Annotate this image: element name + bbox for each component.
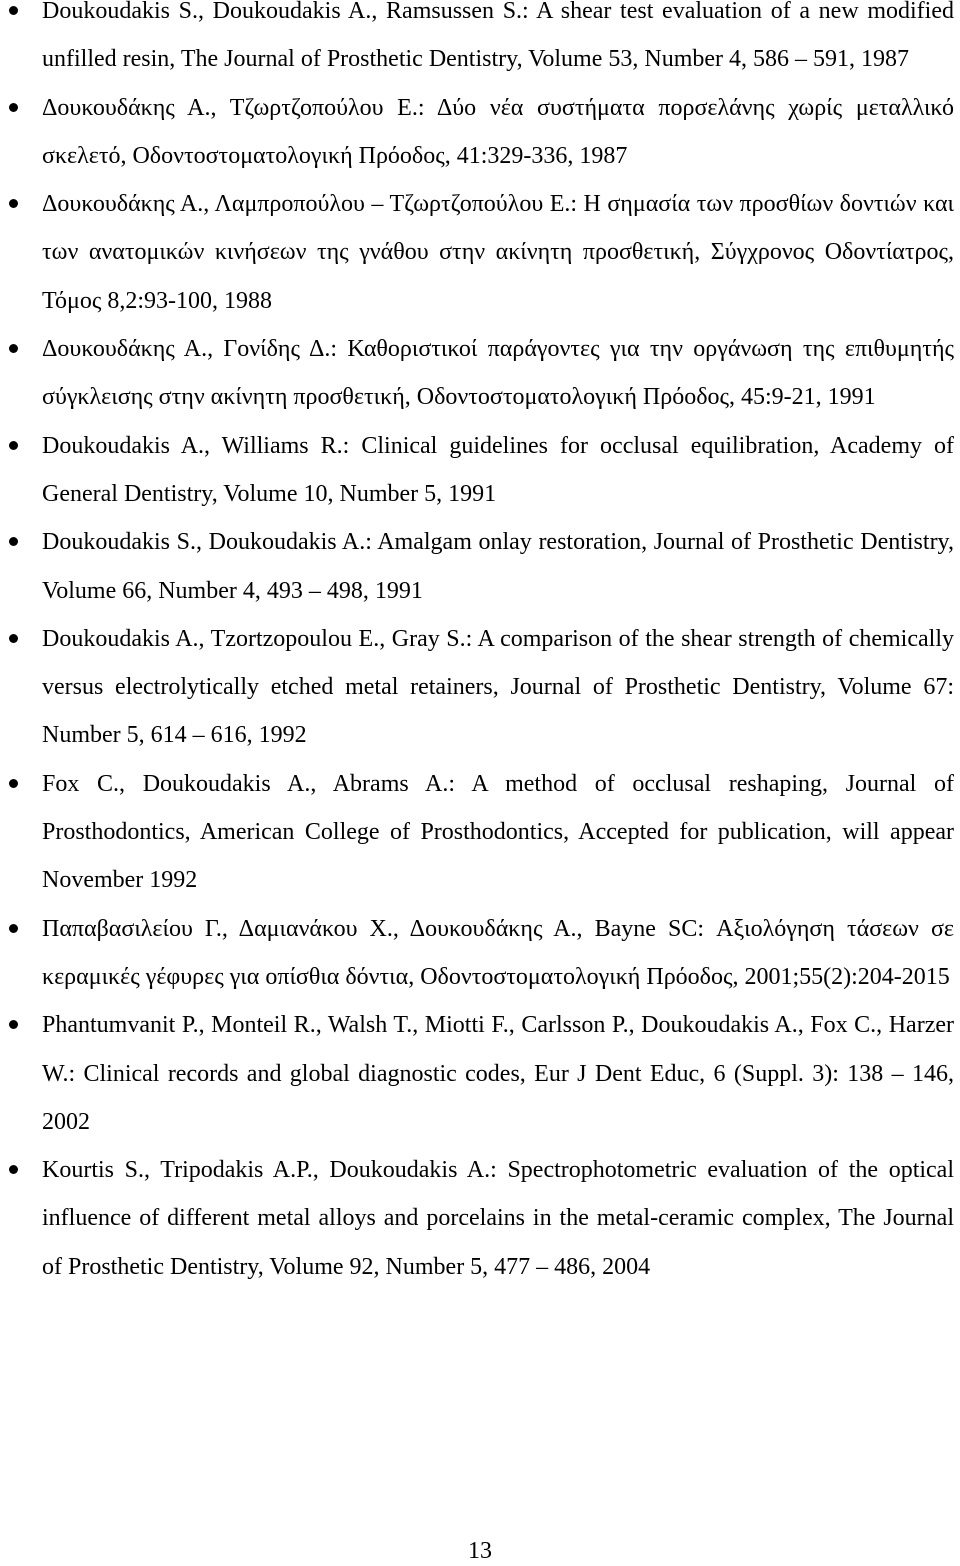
- reference-item: [42, 1001, 954, 1146]
- reference-item: [42, 325, 954, 422]
- reference-text: Kourtis S., Tripodakis A.P., Doukoudakis A.: Spectrophotometric evaluation of the optical influence of different metal alloys and porcelains in the metal-ceramic complex, The Journal of Prosthetic Dentistry, Volume 92, Number 5, 477 – 486, 2004: [42, 1157, 954, 1280]
- bullet-icon: [9, 924, 18, 933]
- bullet-icon: [9, 441, 18, 450]
- bullet-icon: [9, 537, 18, 546]
- reference-list: [42, 0, 954, 1291]
- reference-text: Doukoudakis A., Tzortzopoulou E., Gray S.: A comparison of the shear strength of chemically versus electrolytically etched metal retainers, Journal of Prosthetic Dentistry, Volume 67: Number 5, 614 – 616, 1992: [42, 625, 954, 749]
- reference-item: [42, 905, 954, 1002]
- reference-item: [42, 180, 954, 325]
- reference-text: Phantumvanit P., Monteil R., Walsh T., Miotti F., Carlsson P., Doukoudakis A., Fox C., Harzer W.: Clinical records and global diagnostic codes, Eur J Dent Educ, 6 (Suppl. 3): 138 – 146, 2002: [42, 1012, 954, 1135]
- bullet-icon: [9, 103, 18, 112]
- reference-text: Παπαβασιλείου Γ., Δαμιανάκου Χ., Δουκουδάκης Α., Bayne SC: Αξιολόγηση τάσεων σε κεραμικές γέφυρες για οπίσθια δόντια, Οδοντοστοματολογική Πρόοδος, 2001;55(2):204-2015: [42, 915, 954, 990]
- bullet-icon: [9, 344, 18, 353]
- reference-text: Doukoudakis S., Doukoudakis A.: Amalgam onlay restoration, Journal of Prosthetic Dentistry, Volume 66, Number 4, 493 – 498, 1991: [42, 529, 954, 604]
- reference-text: Δουκουδάκης Α., Λαμπροπούλου – Τζωρτζοπούλου Ε.: Η σημασία των προσθίων δοντιών και των ανατομικών κινήσεων της γνάθου στην ακίνητη προσθετική, Σύγχρονος Οδοντίατρος, Τόμος 8,2:93-100, 1988: [42, 191, 954, 314]
- bullet-icon: [9, 779, 18, 788]
- reference-text: Δουκουδάκης Α., Γονίδης Δ.: Καθοριστικοί παράγοντες για την οργάνωση της επιθυμητής σύγκλεισης στην ακίνητη προσθετική, Οδοντοστοματολογική Πρόοδος, 45:9-21, 1991: [42, 336, 954, 411]
- reference-item: [42, 0, 954, 84]
- reference-item: [42, 760, 954, 905]
- bullet-icon: [9, 6, 18, 15]
- bullet-icon: [9, 1020, 18, 1029]
- reference-item: [42, 84, 954, 181]
- page-number: 13: [468, 1538, 492, 1564]
- reference-text: Doukoudakis A., Williams R.: Clinical guidelines for occlusal equilibration, Academy of General Dentistry, Volume 10, Number 5, 1991: [42, 432, 954, 507]
- reference-text: Doukoudakis S., Doukoudakis A., Ramsussen S.: A shear test evaluation of a new modified unfilled resin, The Journal of Prosthetic Dentistry, Volume 53, Number 4, 586 – 591, 1987: [42, 0, 954, 73]
- reference-text: Fox C., Doukoudakis A., Abrams A.: A method of occlusal reshaping, Journal of Prosthodontics, American College of Prosthodontics, Accepted for publication, will appear November 1992: [42, 770, 954, 894]
- bullet-icon: [9, 1165, 18, 1174]
- reference-item: [42, 615, 954, 760]
- reference-item: [42, 422, 954, 519]
- bullet-icon: [9, 634, 18, 643]
- reference-item: [42, 518, 954, 615]
- reference-text: Δουκουδάκης Α., Τζωρτζοπούλου Ε.: Δύο νέα συστήματα πορσελάνης χωρίς μεταλλικό σκελετό, Οδοντοστοματολογική Πρόοδος, 41:329-336, 1987: [42, 94, 954, 169]
- bullet-icon: [9, 199, 18, 208]
- reference-item: [42, 1146, 954, 1291]
